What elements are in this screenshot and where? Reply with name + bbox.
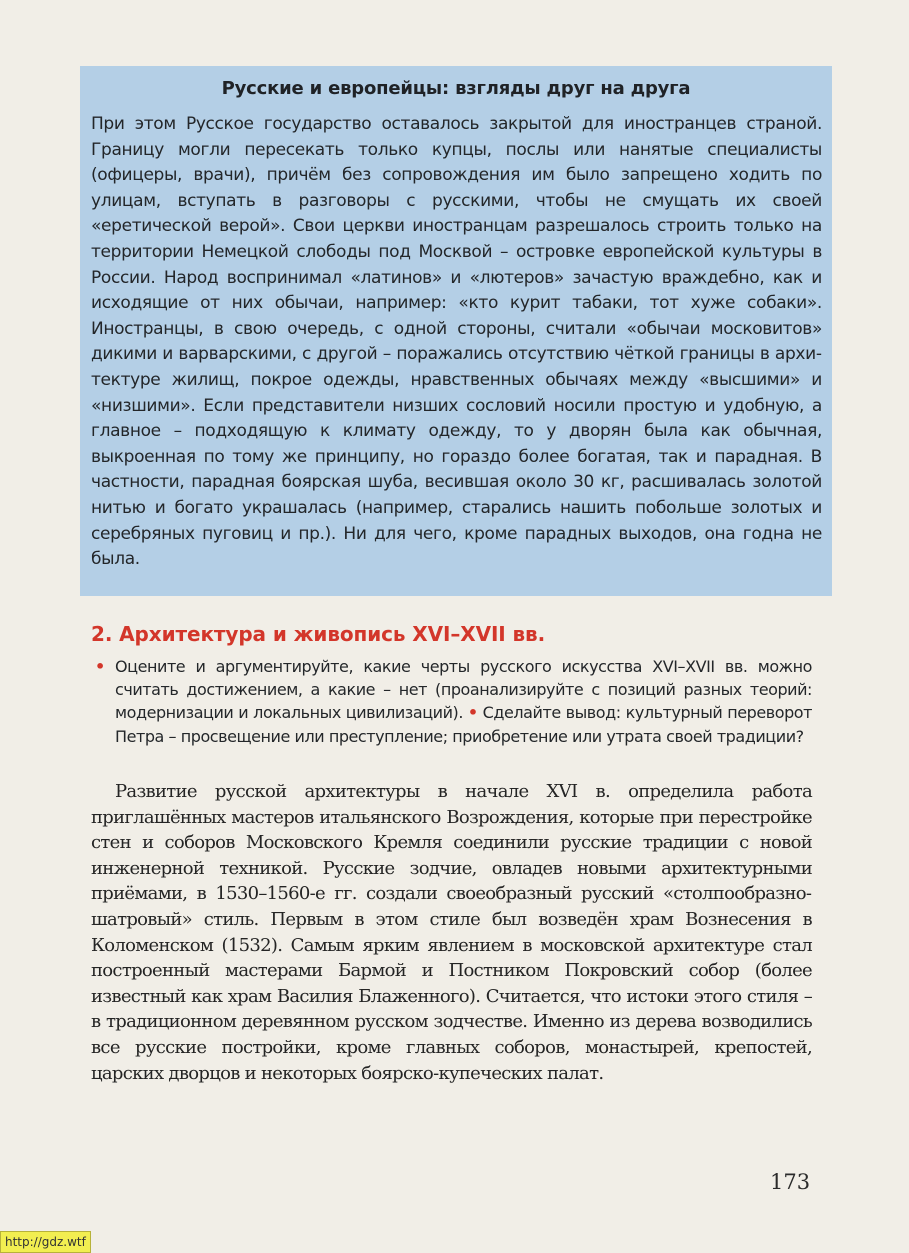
- page-number: 173: [770, 1170, 811, 1194]
- watermark-link[interactable]: http://gdz.wtf: [0, 1231, 91, 1253]
- sidebar-title: Русские и европейцы: взгляды друг на друга: [221, 78, 691, 99]
- bullet-icon: •: [95, 657, 105, 676]
- sidebar-text: При этом Русское государство оставалось закрытой для иностранцев страной. Границу могли пересекать только купцы, послы или нанятые специалисты (офицеры, врачи), причём без сопровождения им было запрещено ходить по улицам, вступать в разговоры с русскими, чтобы не смущать их своей «еретической верой». Свои церкви иностранцам разрешалось строить только на территории Немецкой слободы под Москвой – островке европейской культуры в России. Народ воспринимал «латинов» и «лютеров» зачастую враждебно, как и исходящие от них обычаи, например: «кто курит табаки, тот хуже собаки». Иностранцы, в свою очередь, с одной стороны, считали «обычаи московитов» дикими и варварскими, с другой – поражались отсутствию чёткой границы в архитектуре жилищ, покрое одежды, нравственных обычаях между «высшими» и «низшими». Если представители низших сословий носили простую и удобную, а главное – подходящую к климату одежду, то у дворян была как обычная, выкроенная по тому же принципу, но гораздо более богатая, так и парадная. В частности, парадная боярская шуба, весившая около 30 кг, расшивалась золотой нитью и богато украшалась (например, старались нашить побольше золотых и серебряных пуговиц и пр.). Ни для чего, кроме парадных выходов, она годна не была.: [91, 114, 822, 570]
- task-block: [95, 655, 812, 748]
- main-paragraph: [91, 779, 812, 1086]
- main-paragraph-text: Развитие русской архитектуры в начале XVI в. определила работа приглашённых мастеров итальянского Возрождения, которые при перестройке стен и соборов Московского Кремля соединили русские традиции с новой инженерной техникой. Русские зодчие, овладев новыми архитектурными приёмами, в 1530–1560-е гг. создали своеобразный русский «столпообразношатровый» стиль. Первым в этом стиле был возведён храм Вознесения в Коломенском (1532). Самым ярким явлением в московской архитектуре стал построенный мастерами Бармой и Постником Покровский собор (более известный как храм Василия Блаженного). Считается, что истоки этого стиля – в традиционном деревянном русском зодчестве. Именно из дерева возводились все русские постройки, кроме главных соборов, монастырей, крепостей, царских дворцов и некоторых боярско-купеческих палат.: [91, 781, 812, 1084]
- task-text-2: Сделайте вывод: культурный переворот Петра – просвещение или преступление; приобретение или утрата своей традиции?: [115, 703, 812, 746]
- task-text-1: Оцените и аргументируйте, какие черты русского искусства XVI–XVII вв. можно считать достижением, а какие – нет (проанализируйте с позиций разных теорий: модернизации и локальных цивилизаций).: [115, 657, 812, 723]
- bullet-icon: •: [467, 703, 478, 723]
- section-heading: 2. Архитектура и живопись XVI–XVII вв.: [91, 622, 546, 646]
